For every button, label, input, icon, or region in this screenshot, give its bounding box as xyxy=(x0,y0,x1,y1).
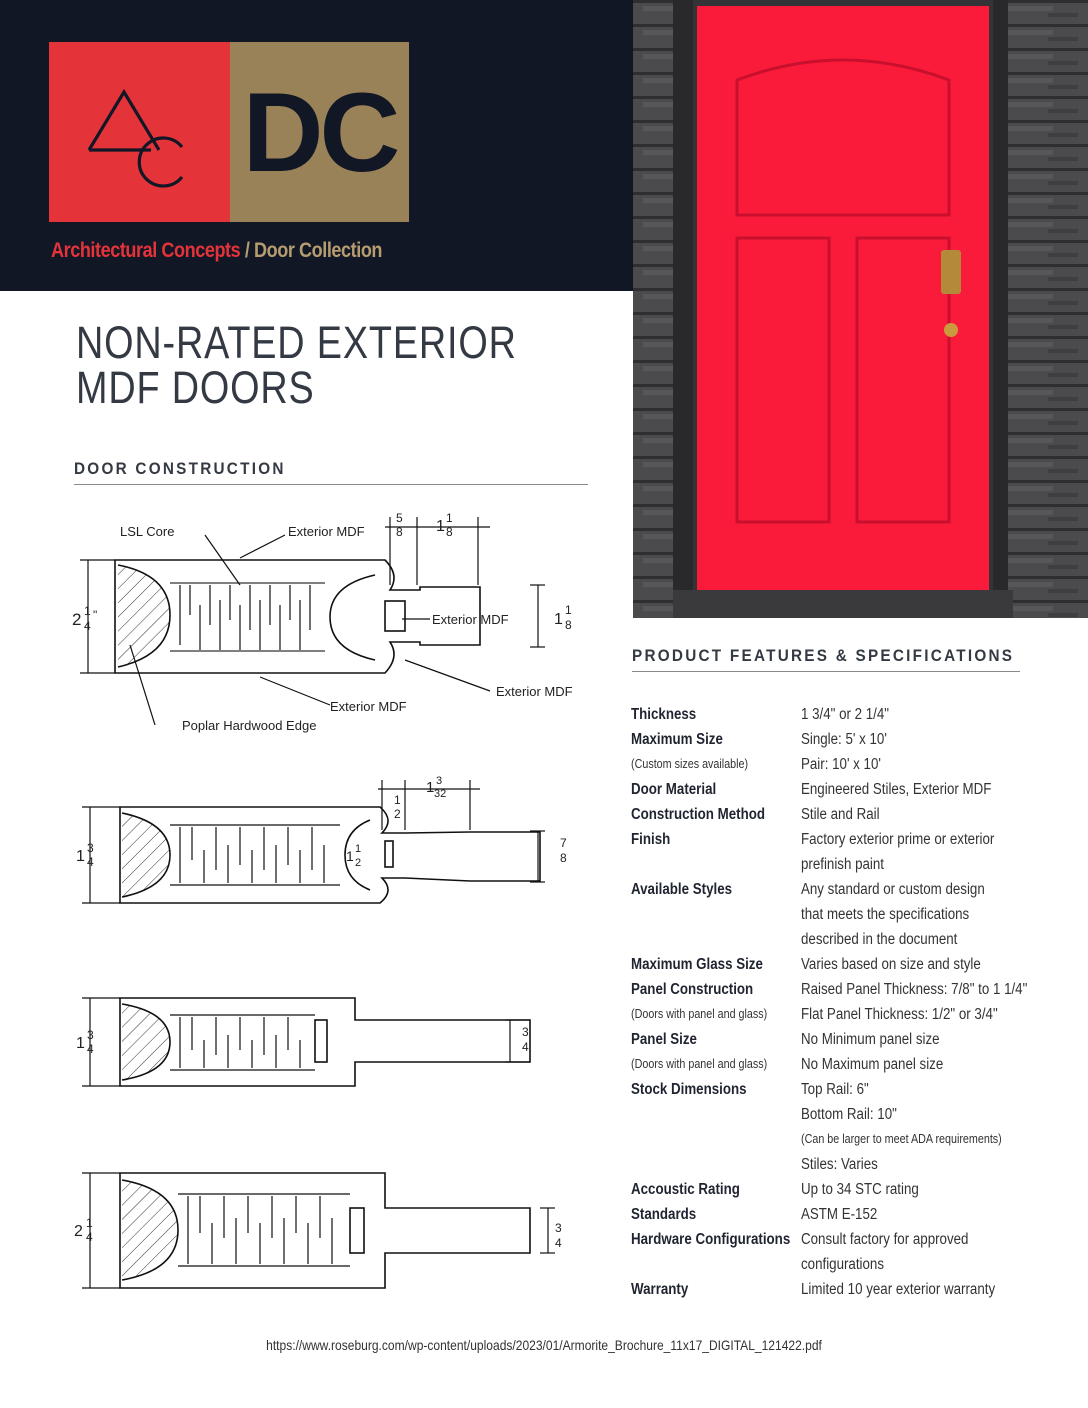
spec-value-line: Single: 5' x 10' xyxy=(801,731,887,748)
dim-thickness-num: 1 xyxy=(84,604,91,618)
spec-value xyxy=(801,727,1042,752)
spec-value-line: Flat Panel Thickness: 1/2" or 3/4" xyxy=(801,1006,998,1023)
spec-label: Construction Method xyxy=(631,806,766,823)
page-title xyxy=(76,317,517,413)
spec-value-line: described in the document xyxy=(801,931,958,948)
spec-value xyxy=(801,752,1042,777)
dim-thickness-den: 4 xyxy=(84,619,91,633)
d2-thickness-whole: 1 xyxy=(76,848,85,865)
brand-tagline xyxy=(51,239,382,263)
d2-dim-d-den: 8 xyxy=(560,851,567,865)
spec-label: Hardware Configurations xyxy=(631,1231,791,1248)
spec-value xyxy=(801,977,1042,1002)
spec-value-line: configurations xyxy=(801,1256,885,1273)
dim-a-den: 8 xyxy=(396,525,403,539)
spec-value-line: ASTM E-152 xyxy=(801,1206,878,1223)
spec-value-line: Up to 34 STC rating xyxy=(801,1181,919,1198)
door-construction-heading: DOOR CONSTRUCTION xyxy=(74,459,286,478)
spec-value xyxy=(801,952,1042,977)
d4-thickness-den: 4 xyxy=(86,1230,93,1244)
spec-note: (Doors with panel and glass) xyxy=(631,1007,768,1021)
d2-dim-b-whole: 1 xyxy=(426,779,435,796)
spec-value xyxy=(801,1027,1042,1052)
spec-value-line: that meets the specifications xyxy=(801,906,970,923)
spec-value-line: Bottom Rail: 10" xyxy=(801,1106,897,1123)
brand-tagline-part2: Door Collection xyxy=(254,239,383,262)
spec-value-line: 1 3/4" or 2 1/4" xyxy=(801,706,890,723)
spec-value xyxy=(801,1002,1042,1027)
label-poplar-edge: Poplar Hardwood Edge xyxy=(182,718,317,733)
spec-label: Available Styles xyxy=(631,881,733,898)
spec-value-line: Limited 10 year exterior warranty xyxy=(801,1281,996,1298)
dim-a-num: 5 xyxy=(396,511,403,525)
d2-dim-c-num: 1 xyxy=(355,843,362,855)
spec-value-note: (Can be larger to meet ADA requirements) xyxy=(801,1132,1002,1146)
spec-value-line: Pair: 10' x 10' xyxy=(801,756,881,773)
dim-thickness-whole: 2 xyxy=(72,610,82,629)
spec-value-line: Top Rail: 6" xyxy=(801,1081,869,1098)
spec-value-line: Any standard or custom design xyxy=(801,881,985,898)
label-exterior-mdf-mid: Exterior MDF xyxy=(432,612,509,627)
spec-value-line: prefinish paint xyxy=(801,856,885,873)
dim-c-den: 8 xyxy=(565,618,572,632)
brand-tagline-part1: Architectural Concepts xyxy=(51,239,241,262)
spec-note: (Doors with panel and glass) xyxy=(631,1057,768,1071)
door-construction-rule xyxy=(74,484,588,485)
spec-label: Panel Size xyxy=(631,1031,697,1048)
logo-gold-block xyxy=(230,42,409,222)
d3-thickness-whole: 1 xyxy=(76,1035,85,1052)
spec-value xyxy=(801,1227,1042,1277)
d2-dim-a-den: 2 xyxy=(394,807,401,821)
d4-thickness-whole: 2 xyxy=(74,1223,83,1240)
ace-triangle-circle-icon xyxy=(49,42,230,222)
dim-b-num: 1 xyxy=(446,511,453,525)
construction-diagram-1 xyxy=(60,505,600,750)
brand-header xyxy=(0,0,633,291)
spec-value xyxy=(801,702,1042,727)
spec-value xyxy=(801,1052,1042,1077)
footer-url: https://www.roseburg.com/wp-content/uploads/2023/01/Armorite_Brochure_11x17_DIGITAL_121422.pdf xyxy=(266,1337,822,1353)
spec-label: Thickness xyxy=(631,706,697,723)
spec-value-line: Stiles: Varies xyxy=(801,1156,878,1173)
specs-rule xyxy=(632,671,1020,672)
dim-c-whole: 1 xyxy=(554,611,563,628)
spec-label: Finish xyxy=(631,831,671,848)
door-photo xyxy=(633,0,1088,618)
dim-b-whole: 1 xyxy=(436,518,445,535)
spec-value xyxy=(801,1102,1042,1127)
dim-c-num: 1 xyxy=(565,603,572,617)
spec-value xyxy=(801,1277,1042,1302)
construction-diagram-2 xyxy=(60,775,600,915)
d2-dim-a-num: 1 xyxy=(394,793,401,807)
d3-dim-a-num: 3 xyxy=(522,1025,529,1039)
spec-value xyxy=(801,1177,1042,1202)
spec-value xyxy=(801,1127,1042,1152)
spec-value-line: Stile and Rail xyxy=(801,806,880,823)
spec-value-line: Raised Panel Thickness: 7/8" to 1 1/4" xyxy=(801,981,1028,998)
spec-value-line: Consult factory for approved xyxy=(801,1231,969,1248)
d2-dim-d-num: 7 xyxy=(560,836,567,850)
spec-value xyxy=(801,1152,1042,1177)
spec-label: Maximum Size xyxy=(631,731,723,748)
logo-red-block xyxy=(49,42,230,222)
spec-note: (Custom sizes available) xyxy=(631,757,749,771)
spec-label: Accoustic Rating xyxy=(631,1181,740,1198)
d3-thickness-num: 3 xyxy=(87,1028,94,1042)
specs-heading: PRODUCT FEATURES & SPECIFICATIONS xyxy=(632,646,1015,665)
label-lsl-core: LSL Core xyxy=(120,524,175,539)
spec-label: Stock Dimensions xyxy=(631,1081,747,1098)
spec-value xyxy=(801,1202,1042,1227)
label-exterior-mdf-right: Exterior MDF xyxy=(496,684,573,699)
spec-value xyxy=(801,802,1042,827)
page-title-line1: NON-RATED EXTERIOR xyxy=(76,317,517,368)
spec-value-line: Varies based on size and style xyxy=(801,956,981,973)
construction-diagram-3 xyxy=(60,990,600,1100)
d2-thickness-num: 3 xyxy=(87,841,94,855)
dim-b-den: 8 xyxy=(446,525,453,539)
d3-thickness-den: 4 xyxy=(87,1042,94,1056)
spec-value xyxy=(801,827,1042,877)
d2-dim-c-den: 2 xyxy=(355,857,362,869)
d2-dim-b-num: 3 xyxy=(436,775,443,787)
d2-dim-c-whole: 1 xyxy=(346,848,354,864)
spec-label: Warranty xyxy=(631,1281,689,1298)
spec-value xyxy=(801,777,1042,802)
spec-label: Panel Construction xyxy=(631,981,754,998)
page-title-line2: MDF DOORS xyxy=(76,362,315,413)
spec-value-line: No Minimum panel size xyxy=(801,1031,940,1048)
d4-thickness-num: 1 xyxy=(86,1216,93,1230)
d2-thickness-den: 4 xyxy=(87,855,94,869)
spec-value-line: Factory exterior prime or exterior xyxy=(801,831,995,848)
d3-dim-a-den: 4 xyxy=(522,1040,529,1054)
construction-diagram-4 xyxy=(60,1168,600,1298)
spec-value-line: Engineered Stiles, Exterior MDF xyxy=(801,781,992,798)
spec-label: Door Material xyxy=(631,781,717,798)
logo-dc-text: DC xyxy=(242,69,397,195)
d2-dim-b-den: 32 xyxy=(434,788,447,800)
label-exterior-mdf-top: Exterior MDF xyxy=(288,524,365,539)
dim-inch-1: " xyxy=(93,608,98,622)
brand-tagline-separator: / xyxy=(244,239,250,262)
label-exterior-mdf-bottom: Exterior MDF xyxy=(330,699,407,714)
spec-label: Standards xyxy=(631,1206,697,1223)
d4-dim-a-den: 4 xyxy=(555,1236,562,1250)
d4-dim-a-num: 3 xyxy=(555,1221,562,1235)
spec-label: Maximum Glass Size xyxy=(631,956,763,973)
spec-value-line: No Maximum panel size xyxy=(801,1056,944,1073)
spec-value xyxy=(801,1077,1042,1102)
spec-value xyxy=(801,877,1042,952)
